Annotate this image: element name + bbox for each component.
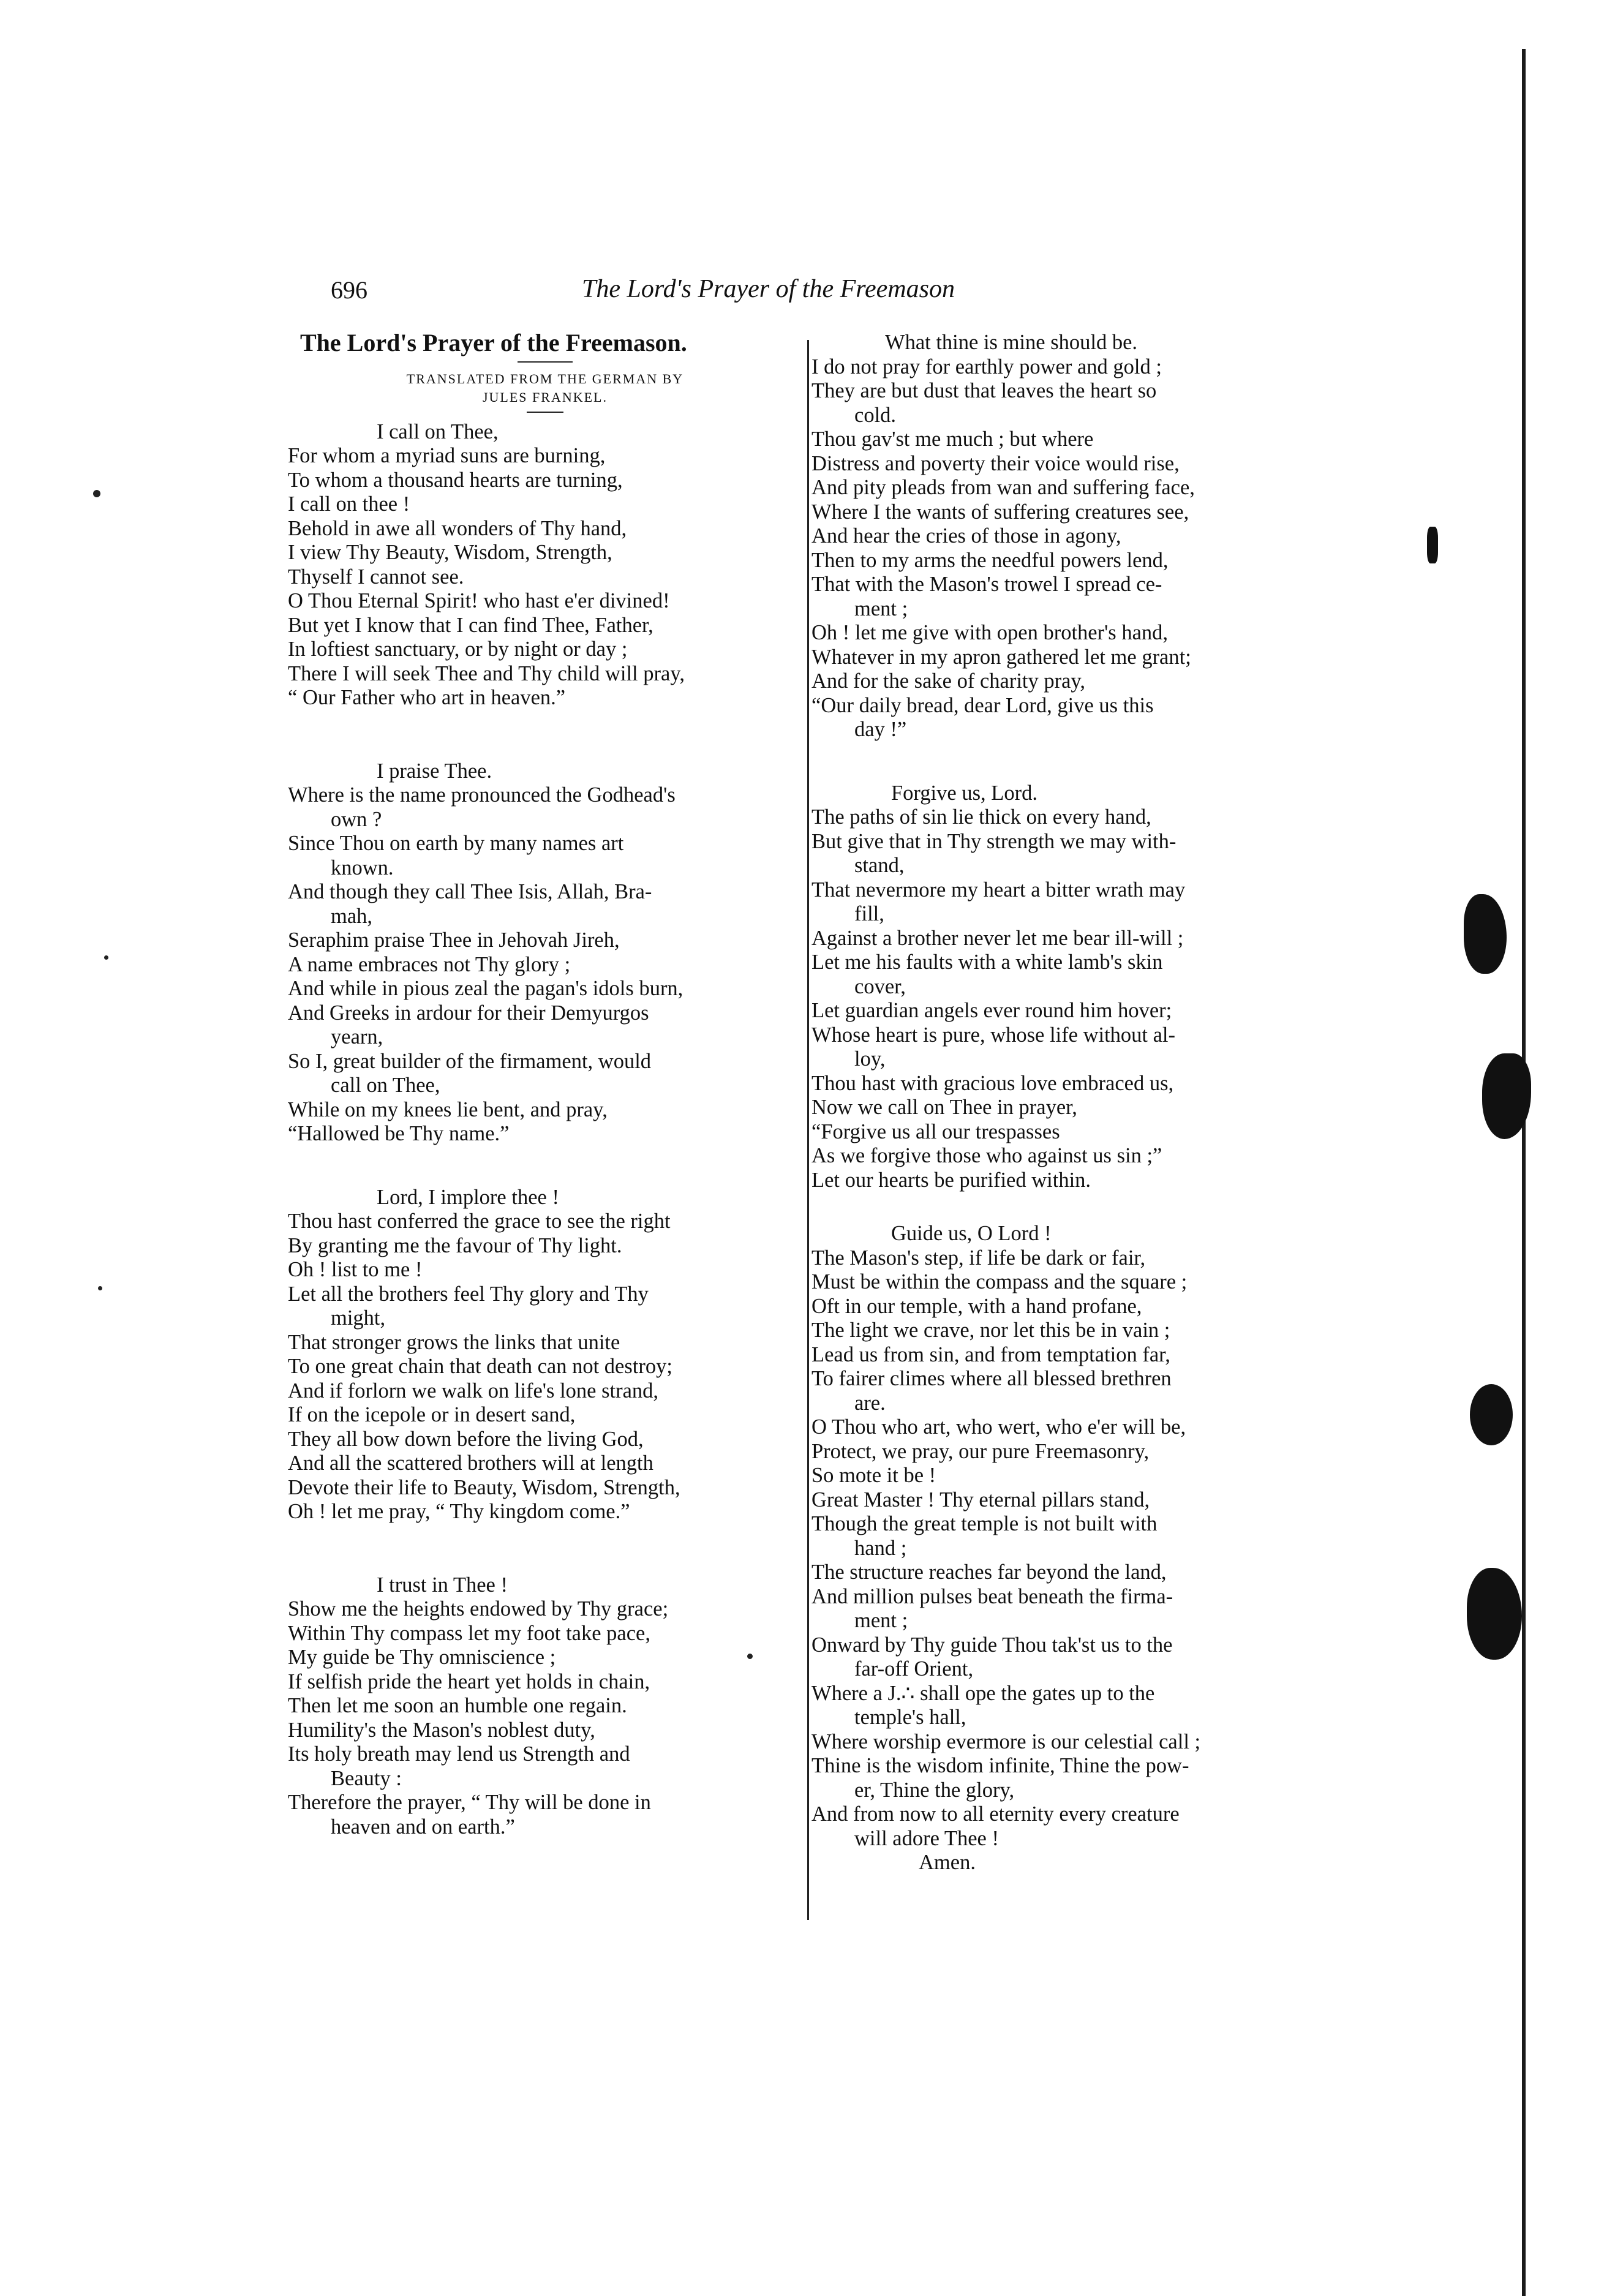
speck [98,1286,102,1290]
right-column [811,331,1326,1875]
stanza-heading: What thine is mine should be. [885,331,1138,354]
verse-line: are. [854,1391,886,1415]
verse-line: mah, [331,904,373,928]
column-divider [807,340,809,1920]
verse-line: A name embraces not Thy glory ; [288,952,571,976]
speck [93,490,100,497]
verse-line: Let guardian angels ever round him hover; [811,999,1172,1022]
verse-line: But yet I know that I can find Thee, Father, [288,613,653,637]
verse-line: If selfish pride the heart yet holds in chain, [288,1669,650,1693]
verse-line: Its holy breath may lend us Strength and [288,1742,630,1766]
verse-line: Distress and poverty their voice would rise, [811,451,1180,475]
verse-line: That stronger grows the links that unite [288,1330,620,1354]
stanza-heading: Forgive us, Lord. [891,781,1037,805]
verse-line: “Forgive us all our trespasses [811,1120,1060,1143]
verse-line: For whom a myriad suns are burning, [288,444,606,467]
verse-line: Lead us from sin, and from temptation far, [811,1342,1170,1366]
byline-rule [527,412,563,413]
verse-line: Therefore the prayer, “ Thy will be done in [288,1791,651,1814]
verse-line: And from now to all eternity every creature [811,1802,1180,1826]
verse-line: heaven and on earth.” [331,1815,515,1839]
verse-line: In loftiest sanctuary, or by night or day ; [288,638,628,661]
verse-line: That with the Mason's trowel I spread ce- [811,573,1162,596]
verse-line: But give that in Thy strength we may with- [811,829,1177,853]
stanza-trust-in-thee [288,1573,802,1840]
title-rule [518,361,573,363]
verse-line: They are but dust that leaves the heart so [811,379,1157,402]
page-edge-line [1522,49,1526,2296]
amen: Amen. [919,1851,976,1874]
verse-line: fill, [854,902,884,925]
verse-line: If on the icepole or in desert sand, [288,1403,576,1426]
verse-line: I view Thy Beauty, Wisdom, Strength, [288,541,612,564]
verse-line: As we forgive those who against us sin ;” [811,1144,1162,1167]
verse-line: That nevermore my heart a bitter wrath may [811,878,1186,901]
verse-line: Then to my arms the needful powers lend, [811,548,1169,572]
speck [747,1654,753,1659]
verse-line: I call on thee ! [288,492,410,516]
verse-line: Now we call on Thee in prayer, [811,1096,1077,1119]
verse-line: Let me his faults with a white lamb's skin [811,950,1163,974]
verse-line: cold. [854,403,897,427]
stanza-heading: I praise Thee. [377,759,492,783]
verse-line: will adore Thee ! [854,1826,999,1850]
verse-line: Oft in our temple, with a hand profane, [811,1294,1142,1318]
running-title: The Lord's Prayer of the Freemason [582,275,955,303]
speck [104,955,108,960]
verse-line: So I, great builder of the firmament, would [288,1049,652,1073]
ink-blot [1464,894,1507,974]
verse-line: The structure reaches far beyond the land, [811,1560,1167,1584]
verse-line: O Thou who art, who wert, who e'er will be, [811,1415,1186,1439]
verse-line: And if forlorn we walk on life's lone strand, [288,1379,659,1402]
verse-line: The paths of sin lie thick on every hand, [811,805,1151,829]
verse-line: cover, [854,974,906,998]
verse-line: call on Thee, [331,1074,440,1097]
verse-line: stand, [854,854,905,877]
verse-line: O Thou Eternal Spirit! who hast e'er divined! [288,589,670,612]
byline-line-1: TRANSLATED FROM THE GERMAN BY [406,371,684,386]
verse-line: “Our daily bread, dear Lord, give us this [811,693,1154,717]
verse-line: The light we crave, nor let this be in vain ; [811,1319,1170,1342]
verse-line: They all bow down before the living God, [288,1427,644,1451]
verse-line: There I will seek Thee and Thy child will pray, [288,661,685,685]
stanza-forgive-us [811,781,1326,1193]
verse-line: hand ; [854,1536,907,1560]
verse-line: Whose heart is pure, whose life without al- [811,1023,1175,1047]
verse-line: Let all the brothers feel Thy glory and Thy [288,1282,649,1306]
verse-line: Humility's the Mason's noblest duty, [288,1718,595,1742]
verse-line: ment ; [854,1609,908,1632]
verse-line: And while in pious zeal the pagan's idols burn, [288,977,683,1000]
verse-line: Against a brother never let me bear ill-will ; [811,926,1184,950]
verse-line: By granting me the favour of Thy light. [288,1233,622,1257]
page-number: 696 [331,276,367,304]
verse-line: Devote their life to Beauty, Wisdom, Strength, [288,1475,680,1499]
stanza-call-on-thee [288,420,802,710]
verse-line: And million pulses beat beneath the firma- [811,1584,1173,1608]
verse-line: To fairer climes where all blessed brethren [811,1367,1172,1390]
verse-line: yearn, [331,1025,383,1048]
verse-line: “Hallowed be Thy name.” [288,1122,510,1145]
verse-line: Where a J.∴ shall ope the gates up to the [811,1681,1155,1705]
verse-line: Protect, we pray, our pure Freemasonry, [811,1439,1150,1463]
verse-line: And hear the cries of those in agony, [811,524,1121,548]
verse-line: far-off Orient, [854,1657,974,1681]
verse-line: Thou gav'st me much ; but where [811,427,1094,451]
verse-line: temple's hall, [854,1706,966,1729]
verse-line: might, [331,1306,386,1330]
verse-line: Seraphim praise Thee in Jehovah Jireh, [288,928,620,952]
verse-line: er, Thine the glory, [854,1778,1015,1802]
verse-line: Oh ! let me pray, “ Thy kingdom come.” [288,1500,630,1523]
byline [288,370,802,407]
verse-line: loy, [854,1047,886,1071]
verse-line: Thine is the wisdom infinite, Thine the pow- [811,1754,1189,1777]
poem-title: The Lord's Prayer of the Freemason. [300,329,687,356]
verse-line: Onward by Thy guide Thou tak'st us to the [811,1633,1173,1657]
verse-line: day !” [854,718,907,741]
verse-line: ment ; [854,597,908,620]
verse-line: Where I the wants of suffering creatures see, [811,500,1189,524]
stanza-what-thine-is-mine [811,331,1326,742]
verse-line: Though the great temple is not built with [811,1512,1158,1535]
ink-blot [1427,527,1438,563]
verse-line: Let our hearts be purified within. [811,1168,1091,1192]
verse-line: Where is the name pronounced the Godhead's [288,783,676,807]
verse-line: Then let me soon an humble one regain. [288,1694,627,1717]
left-column [288,331,802,1839]
verse-line: Oh ! list to me ! [288,1258,423,1281]
verse-line: Thou hast with gracious love embraced us, [811,1071,1174,1095]
verse-line: The Mason's step, if life be dark or fair, [811,1246,1146,1270]
stanza-guide-us [811,1222,1326,1851]
verse-line: own ? [331,807,382,831]
verse-line: And Greeks in ardour for their Demyurgos [288,1001,649,1025]
verse-line: Whatever in my apron gathered let me grant; [811,645,1191,669]
stanza-heading: I call on Thee, [377,420,499,443]
ink-blot [1470,1384,1513,1445]
verse-line: Oh ! let me give with open brother's hand, [811,621,1169,644]
ink-blot [1467,1568,1522,1660]
verse-line: Show me the heights endowed by Thy grace; [288,1597,669,1620]
stanza-implore-thee [288,1186,802,1524]
stanza-heading: Lord, I implore thee ! [377,1185,559,1209]
verse-line: So mote it be ! [811,1464,936,1487]
verse-line: Thyself I cannot see. [288,565,464,589]
verse-line: And pity pleads from wan and suffering face, [811,476,1195,499]
verse-line: Within Thy compass let my foot take pace, [288,1621,650,1645]
verse-line: known. [331,856,394,879]
byline-line-2: JULES FRANKEL. [482,389,608,405]
verse-line: Since Thou on earth by many names art [288,832,624,855]
verse-line: And for the sake of charity pray, [811,669,1086,693]
verse-line: My guide be Thy omniscience ; [288,1646,556,1669]
verse-line: Where worship evermore is our celestial call ; [811,1730,1201,1753]
verse-line: To whom a thousand hearts are turning, [288,468,623,492]
stanza-praise-thee [288,759,802,1146]
verse-line: Great Master ! Thy eternal pillars stand, [811,1488,1150,1511]
stanza-heading: Guide us, O Lord ! [891,1222,1052,1245]
verse-line: And though they call Thee Isis, Allah, Bra- [288,880,652,903]
verse-line: “ Our Father who art in heaven.” [288,686,566,709]
verse-line: I do not pray for earthly power and gold ; [811,355,1162,378]
verse-line: Beauty : [331,1766,402,1790]
verse-line: Behold in awe all wonders of Thy hand, [288,516,627,540]
verse-line: While on my knees lie bent, and pray, [288,1097,608,1121]
verse-line: To one great chain that death can not destroy; [288,1355,672,1378]
verse-line: And all the scattered brothers will at length [288,1451,653,1475]
verse-line: Thou hast conferred the grace to see the right [288,1210,671,1233]
stanza-heading: I trust in Thee ! [377,1573,508,1597]
verse-line: Must be within the compass and the square ; [811,1270,1188,1293]
